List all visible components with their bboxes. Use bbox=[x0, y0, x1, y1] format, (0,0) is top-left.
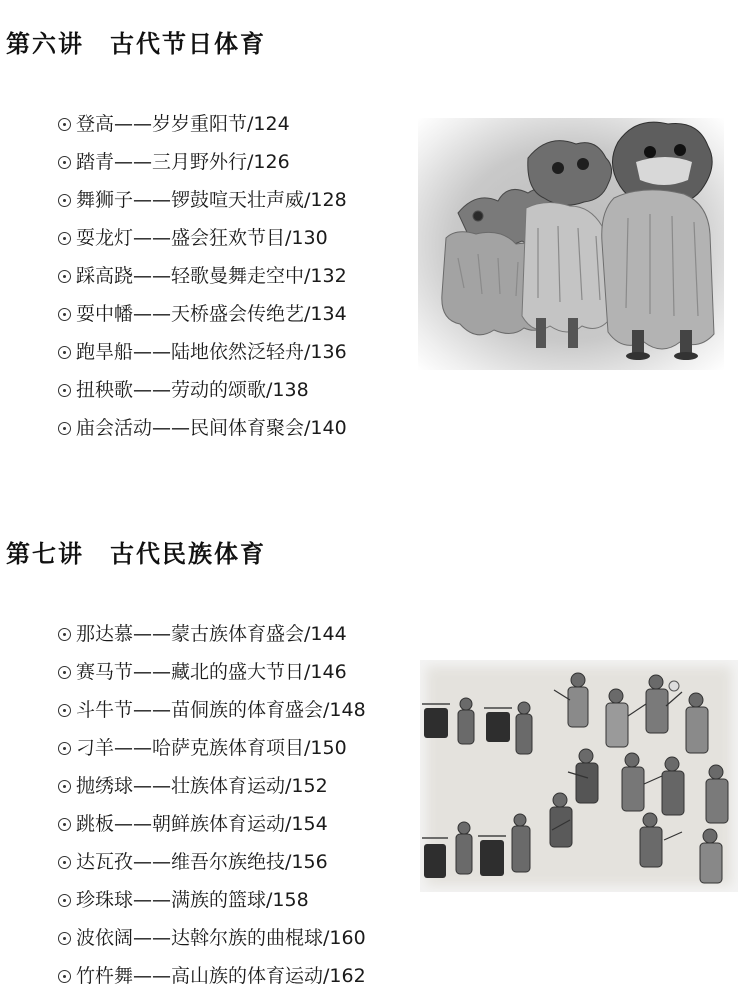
toc-item[interactable] bbox=[58, 658, 366, 696]
toc-item[interactable] bbox=[58, 696, 366, 734]
toc-item-label: 踏青——三月野外行/126 bbox=[76, 151, 290, 173]
toc-item[interactable] bbox=[58, 186, 347, 224]
circled-dot-icon bbox=[58, 308, 71, 321]
circled-dot-icon bbox=[58, 970, 71, 983]
toc-item[interactable] bbox=[58, 772, 366, 810]
toc-item-label: 斗牛节——苗侗族的体育盛会/148 bbox=[76, 699, 366, 721]
circled-dot-icon bbox=[58, 194, 71, 207]
circled-dot-icon bbox=[58, 666, 71, 679]
chapter-6-number: 第六讲 bbox=[6, 29, 84, 58]
festival-illustration bbox=[420, 660, 738, 892]
toc-item-label: 跑旱船——陆地依然泛轻舟/136 bbox=[76, 341, 347, 363]
lion-dance-illustration bbox=[418, 118, 724, 370]
circled-dot-icon bbox=[58, 704, 71, 717]
circled-dot-icon bbox=[58, 628, 71, 641]
chapter-7-toc-list bbox=[58, 620, 366, 1000]
circled-dot-icon bbox=[58, 118, 71, 131]
toc-item-label: 登高——岁岁重阳节/124 bbox=[76, 113, 290, 135]
chapter-7-heading bbox=[6, 534, 266, 569]
chapter-6-toc-list bbox=[58, 110, 347, 452]
chapter-7-title: 古代民族体育 bbox=[110, 539, 266, 568]
circled-dot-icon bbox=[58, 932, 71, 945]
toc-item[interactable] bbox=[58, 848, 366, 886]
circled-dot-icon bbox=[58, 894, 71, 907]
circled-dot-icon bbox=[58, 818, 71, 831]
toc-item[interactable] bbox=[58, 620, 366, 658]
toc-item-label: 抛绣球——壮族体育运动/152 bbox=[76, 775, 328, 797]
toc-item-label: 波依阔——达斡尔族的曲棍球/160 bbox=[76, 927, 366, 949]
toc-item-label: 耍龙灯——盛会狂欢节目/130 bbox=[76, 227, 328, 249]
toc-item[interactable] bbox=[58, 338, 347, 376]
toc-item-label: 舞狮子——锣鼓喧天壮声威/128 bbox=[76, 189, 347, 211]
toc-item-label: 那达慕——蒙古族体育盛会/144 bbox=[76, 623, 347, 645]
circled-dot-icon bbox=[58, 346, 71, 359]
circled-dot-icon bbox=[58, 270, 71, 283]
toc-item[interactable] bbox=[58, 734, 366, 772]
toc-item[interactable] bbox=[58, 224, 347, 262]
ethnic-festival-painting bbox=[420, 660, 738, 892]
toc-item-label: 竹杵舞——高山族的体育运动/162 bbox=[76, 965, 366, 987]
toc-item-label: 跳板——朝鲜族体育运动/154 bbox=[76, 813, 328, 835]
toc-item[interactable] bbox=[58, 110, 347, 148]
lion-dance-photo bbox=[418, 118, 724, 370]
toc-item-label: 踩高跷——轻歌曼舞走空中/132 bbox=[76, 265, 347, 287]
circled-dot-icon bbox=[58, 232, 71, 245]
chapter-7-number: 第七讲 bbox=[6, 539, 84, 568]
circled-dot-icon bbox=[58, 156, 71, 169]
toc-item-label: 扭秧歌——劳动的颂歌/138 bbox=[76, 379, 309, 401]
circled-dot-icon bbox=[58, 780, 71, 793]
toc-item[interactable] bbox=[58, 148, 347, 186]
chapter-6-heading bbox=[6, 24, 266, 59]
toc-item-label: 庙会活动——民间体育聚会/140 bbox=[76, 417, 347, 439]
toc-item[interactable] bbox=[58, 962, 366, 1000]
circled-dot-icon bbox=[58, 422, 71, 435]
toc-item-label: 赛马节——藏北的盛大节日/146 bbox=[76, 661, 347, 683]
toc-item[interactable] bbox=[58, 810, 366, 848]
toc-item[interactable] bbox=[58, 262, 347, 300]
chapter-6-title: 古代节日体育 bbox=[110, 29, 266, 58]
toc-item[interactable] bbox=[58, 924, 366, 962]
toc-item-label: 刁羊——哈萨克族体育项目/150 bbox=[76, 737, 347, 759]
circled-dot-icon bbox=[58, 742, 71, 755]
toc-item[interactable] bbox=[58, 886, 366, 924]
toc-item[interactable] bbox=[58, 376, 347, 414]
toc-item-label: 耍中幡——天桥盛会传绝艺/134 bbox=[76, 303, 347, 325]
circled-dot-icon bbox=[58, 856, 71, 869]
toc-item[interactable] bbox=[58, 300, 347, 338]
toc-item-label: 珍珠球——满族的篮球/158 bbox=[76, 889, 309, 911]
toc-item[interactable] bbox=[58, 414, 347, 452]
circled-dot-icon bbox=[58, 384, 71, 397]
toc-item-label: 达瓦孜——维吾尔族绝技/156 bbox=[76, 851, 328, 873]
